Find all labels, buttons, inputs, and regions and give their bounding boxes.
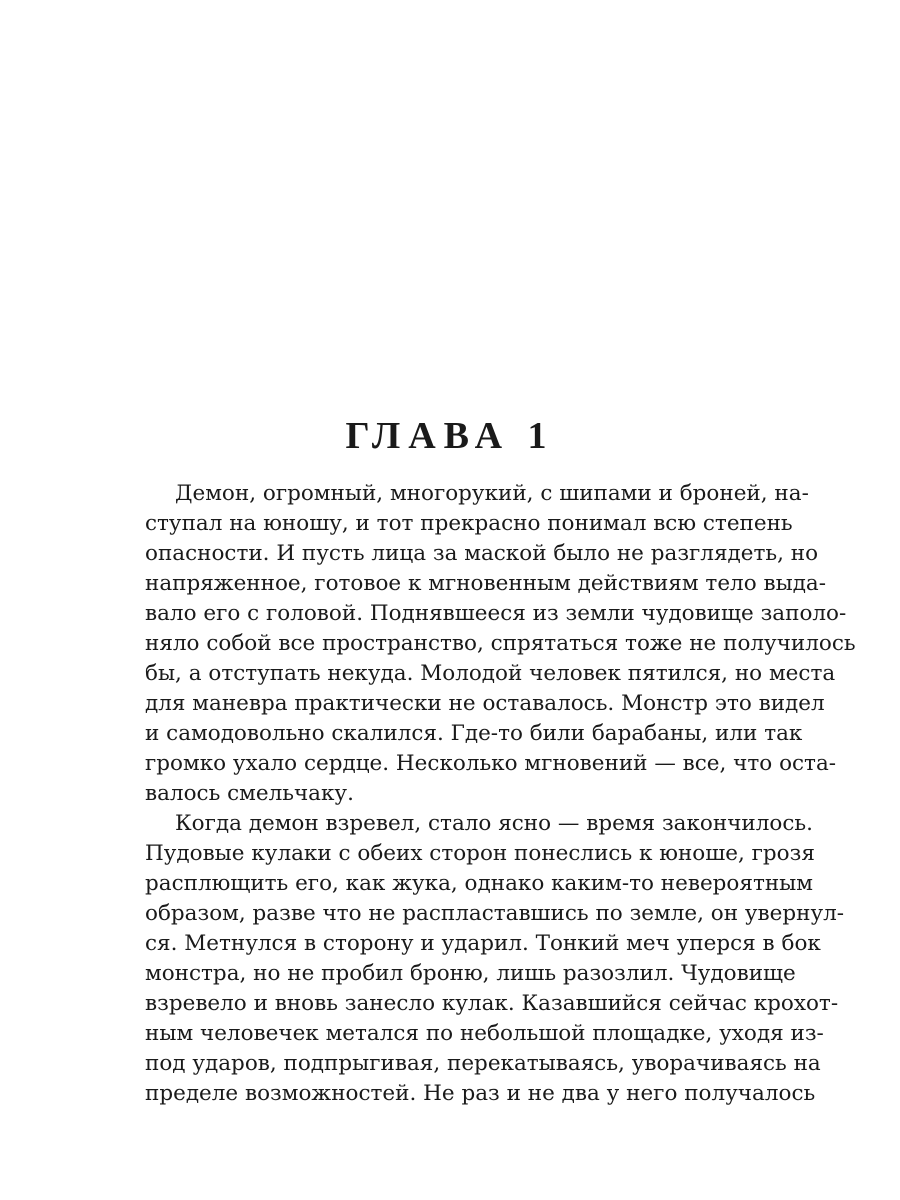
text-line: ся. Метнулся в сторону и ударил. Тонкий меч уперся в бок [145,931,821,956]
text-line: образом, разве что не распластавшись по земле, он увернул- [145,901,845,926]
text-line: пределе возможностей. Не раз и не два у него получалось [145,1081,816,1106]
text-line: опасности. И пусть лица за маской было не разглядеть, но [145,541,819,566]
text-line: Когда демон взревел, стало ясно — время закончилось. [175,811,813,836]
text-line: напряженное, готовое к мгновенным действиям тело выда- [145,571,827,596]
text-line: для маневра практически не оставалось. Монстр это видел [145,691,825,716]
text-line: вало его с головой. Поднявшееся из земли чудовище заполо- [145,601,847,626]
text-line: и самодовольно скалился. Где-то били барабаны, или так [145,721,803,746]
text-line: Пудовые кулаки с обеих сторон понеслись к юноше, грозя [145,841,815,866]
text-line: расплющить его, как жука, однако каким-то невероятным [145,871,814,896]
text-line: валось смельчаку. [145,781,354,806]
text-line: взревело и вновь занесло кулак. Казавшийся сейчас крохот- [145,991,839,1016]
paragraph-1 [145,479,856,809]
paragraph-2 [145,809,845,1109]
text-line: ным человечек метался по небольшой площадке, уходя из- [145,1021,824,1046]
text-line: бы, а отступать некуда. Молодой человек пятился, но места [145,661,836,686]
text-line: няло собой все пространство, спрятаться тоже не получилось [145,631,856,656]
text-line: монстра, но не пробил броню, лишь разозлил. Чудовище [145,961,796,986]
chapter-title: ГЛАВА 1 [345,415,555,457]
chapter-body [145,479,856,1109]
text-line: ступал на юношу, и тот прекрасно понимал всю степень [145,511,793,536]
text-line: под ударов, подпрыгивая, перекатываясь, уворачиваясь на [145,1051,821,1076]
text-line: Демон, огромный, многорукий, с шипами и броней, на- [175,481,809,506]
text-line: громко ухало сердце. Несколько мгновений — все, что оста- [145,751,837,776]
